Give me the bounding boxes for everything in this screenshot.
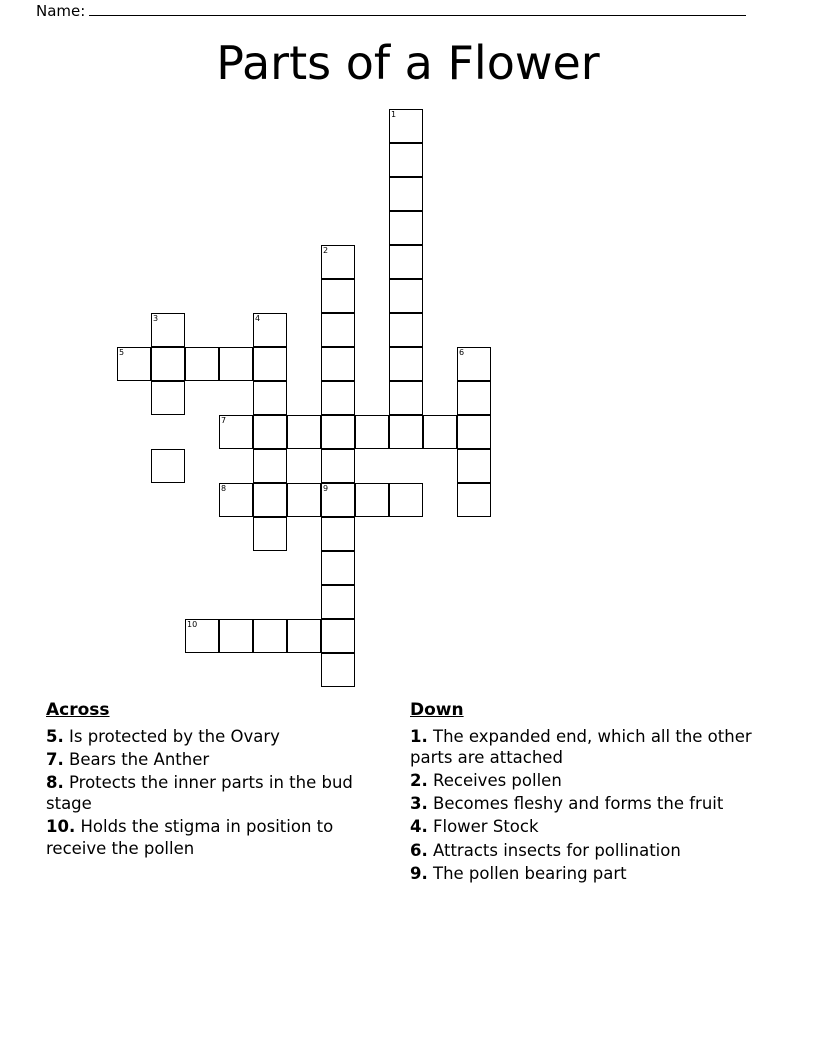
- crossword-cell[interactable]: [151, 381, 185, 415]
- across-clue-text: Bears the Anther: [63, 750, 210, 770]
- down-clue-number: 9.: [410, 863, 428, 883]
- crossword-cell[interactable]: [219, 619, 253, 653]
- across-clue: [46, 749, 396, 770]
- across-heading: Across: [46, 700, 110, 720]
- crossword-cell[interactable]: [355, 415, 389, 449]
- cell-number: 7: [221, 416, 227, 425]
- crossword-cell[interactable]: [253, 483, 287, 517]
- down-clue-text: The pollen bearing part: [427, 863, 627, 883]
- crossword-cell[interactable]: [457, 381, 491, 415]
- crossword-cell[interactable]: [389, 347, 423, 381]
- across-clue-list: [46, 726, 396, 859]
- down-clue-number: 2.: [410, 771, 428, 791]
- crossword-cell[interactable]: [389, 177, 423, 211]
- down-clue-text: Receives pollen: [427, 771, 562, 791]
- down-clue-text: Flower Stock: [427, 817, 539, 837]
- crossword-cell[interactable]: [389, 279, 423, 313]
- crossword-cell[interactable]: [151, 449, 185, 483]
- crossword-cell[interactable]: [389, 245, 423, 279]
- down-clue-number: 1.: [410, 727, 428, 746]
- crossword-cell[interactable]: [321, 415, 355, 449]
- down-clue-text: The expanded end, which all the other parts are attached: [410, 727, 752, 768]
- crossword-cell[interactable]: [219, 415, 253, 449]
- down-clue-column: [410, 700, 760, 886]
- crossword-cell[interactable]: [389, 143, 423, 177]
- crossword-cell[interactable]: [219, 347, 253, 381]
- down-clue-text: Becomes fleshy and forms the fruit: [427, 794, 724, 814]
- crossword-cell[interactable]: [389, 313, 423, 347]
- cell-number: 8: [221, 484, 227, 493]
- crossword-cell[interactable]: [287, 483, 321, 517]
- crossword-cell[interactable]: [389, 483, 423, 517]
- crossword-cell[interactable]: [457, 483, 491, 517]
- down-clue-text: Attracts insects for pollination: [427, 840, 681, 860]
- down-clue: [410, 793, 760, 814]
- crossword-cell[interactable]: [321, 619, 355, 653]
- down-clue: [410, 770, 760, 791]
- crossword-cell[interactable]: [321, 313, 355, 347]
- crossword-cell[interactable]: [219, 483, 253, 517]
- cell-number: 5: [119, 348, 125, 357]
- across-clue: [46, 726, 396, 747]
- down-clue: [410, 726, 760, 768]
- crossword-cell[interactable]: [321, 245, 355, 279]
- crossword-cell[interactable]: [321, 483, 355, 517]
- clues-section: [0, 700, 816, 1000]
- cell-number: 10: [187, 620, 198, 629]
- crossword-cell[interactable]: [321, 653, 355, 687]
- crossword-cell[interactable]: [321, 347, 355, 381]
- down-clue: [410, 840, 760, 861]
- crossword-cell[interactable]: [287, 415, 321, 449]
- down-clue-list: [410, 726, 760, 884]
- crossword-cell[interactable]: [457, 415, 491, 449]
- crossword-cell[interactable]: [287, 619, 321, 653]
- crossword-cell[interactable]: [253, 517, 287, 551]
- crossword-cell[interactable]: [389, 109, 423, 143]
- crossword-cell[interactable]: [321, 279, 355, 313]
- down-clue-number: 6.: [410, 840, 428, 860]
- crossword-cell[interactable]: [185, 619, 219, 653]
- across-clue-number: 10.: [46, 817, 76, 837]
- crossword-cell[interactable]: [457, 449, 491, 483]
- crossword-cell[interactable]: [321, 585, 355, 619]
- crossword-cell[interactable]: [151, 347, 185, 381]
- crossword-cell[interactable]: [457, 347, 491, 381]
- page-title: Parts of a Flower: [216, 36, 600, 90]
- cell-number: 4: [255, 314, 261, 323]
- across-clue: [46, 772, 396, 814]
- crossword-cell[interactable]: [389, 415, 423, 449]
- crossword-cell[interactable]: [321, 381, 355, 415]
- down-clue-number: 4.: [410, 817, 428, 837]
- across-clue: [46, 816, 396, 858]
- cell-number: 3: [153, 314, 159, 323]
- cell-number: 6: [459, 348, 465, 357]
- across-clue-number: 8.: [46, 773, 64, 793]
- crossword-cell[interactable]: [253, 449, 287, 483]
- crossword-cell[interactable]: [321, 449, 355, 483]
- crossword-cell[interactable]: [253, 381, 287, 415]
- across-clue-number: 5.: [46, 727, 64, 746]
- down-heading: Down: [410, 700, 464, 720]
- down-clue-number: 3.: [410, 794, 428, 814]
- cell-number: 9: [323, 484, 329, 493]
- crossword-cell[interactable]: [253, 347, 287, 381]
- crossword-cell[interactable]: [423, 415, 457, 449]
- across-clue-text: Holds the stigma in position to receive the pollen: [46, 817, 334, 858]
- across-clue-text: Protects the inner parts in the bud stage: [46, 773, 353, 814]
- crossword-cell[interactable]: [117, 347, 151, 381]
- crossword-cell[interactable]: [321, 551, 355, 585]
- down-clue: [410, 816, 760, 837]
- across-clue-number: 7.: [46, 750, 64, 770]
- name-label: Name:: [36, 2, 86, 20]
- crossword-cell[interactable]: [185, 347, 219, 381]
- cell-number: 1: [391, 110, 397, 119]
- across-clue-text: Is protected by the Ovary: [63, 727, 280, 746]
- cell-number: 2: [323, 246, 329, 255]
- crossword-cell[interactable]: [355, 483, 389, 517]
- crossword-cell[interactable]: [253, 313, 287, 347]
- crossword-cell[interactable]: [321, 517, 355, 551]
- down-clue: [410, 863, 760, 884]
- crossword-cell[interactable]: [253, 619, 287, 653]
- across-clue-column: [46, 700, 396, 861]
- crossword-cell[interactable]: [151, 313, 185, 347]
- crossword-cell[interactable]: [389, 211, 423, 245]
- crossword-cell[interactable]: [253, 415, 287, 449]
- crossword-cell[interactable]: [389, 381, 423, 415]
